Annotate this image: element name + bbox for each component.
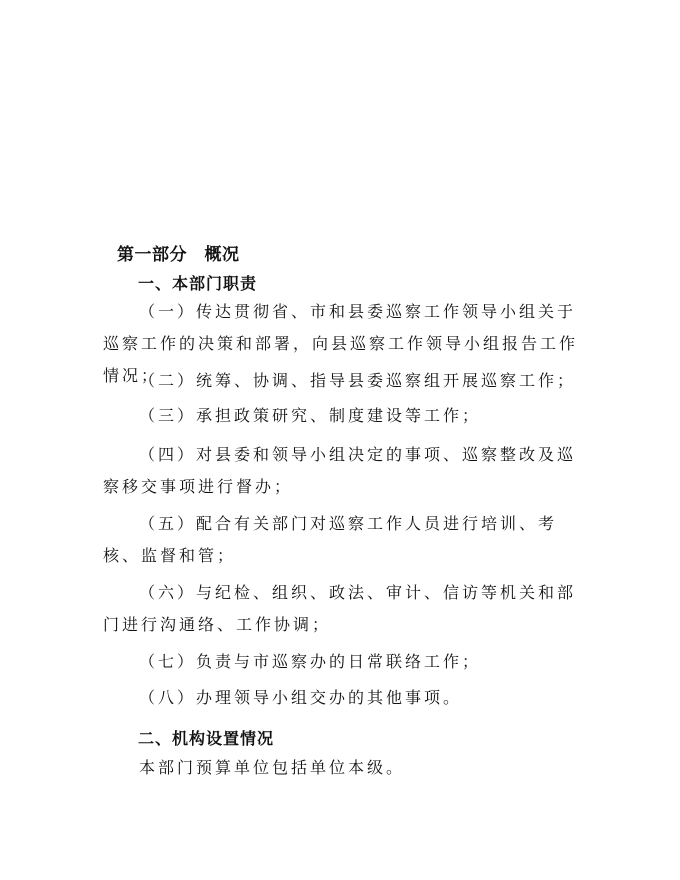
duty-item-2: （二）统筹、协调、指导县委巡察组开展巡察工作； (139, 371, 577, 390)
duty-item-1: （一）传达贯彻省、市和县委巡察工作领导小组关于巡察工作的决策和部署，向县巡察工作领导小组报告工作情况； (103, 302, 579, 385)
section-heading-structure: 二、机构设置情况 (138, 729, 275, 748)
duty-item-4: （四）对县委和领导小组决定的事项、巡察整改及巡察移交事项进行督办； (103, 445, 577, 496)
part-title: 第一部分 概况 (117, 245, 240, 265)
structure-text: 本部门预算单位包括单位本级。 (139, 758, 406, 777)
duty-item-7: （七）负责与市巡察办的日常联络工作； (139, 652, 482, 671)
duty-item-3: （三）承担政策研究、制度建设等工作； (139, 406, 482, 425)
duty-item-5: （五）配合有关部门对巡察工作人员进行培训、考核、监督和管； (103, 514, 558, 565)
duty-item-8: （八）办理领导小组交办的其他事项。 (139, 688, 463, 707)
section-heading-duties: 一、本部门职责 (138, 274, 258, 293)
duty-item-6: （六）与纪检、组织、政法、审计、信访等机关和部门进行沟通络、工作协调； (103, 583, 577, 634)
